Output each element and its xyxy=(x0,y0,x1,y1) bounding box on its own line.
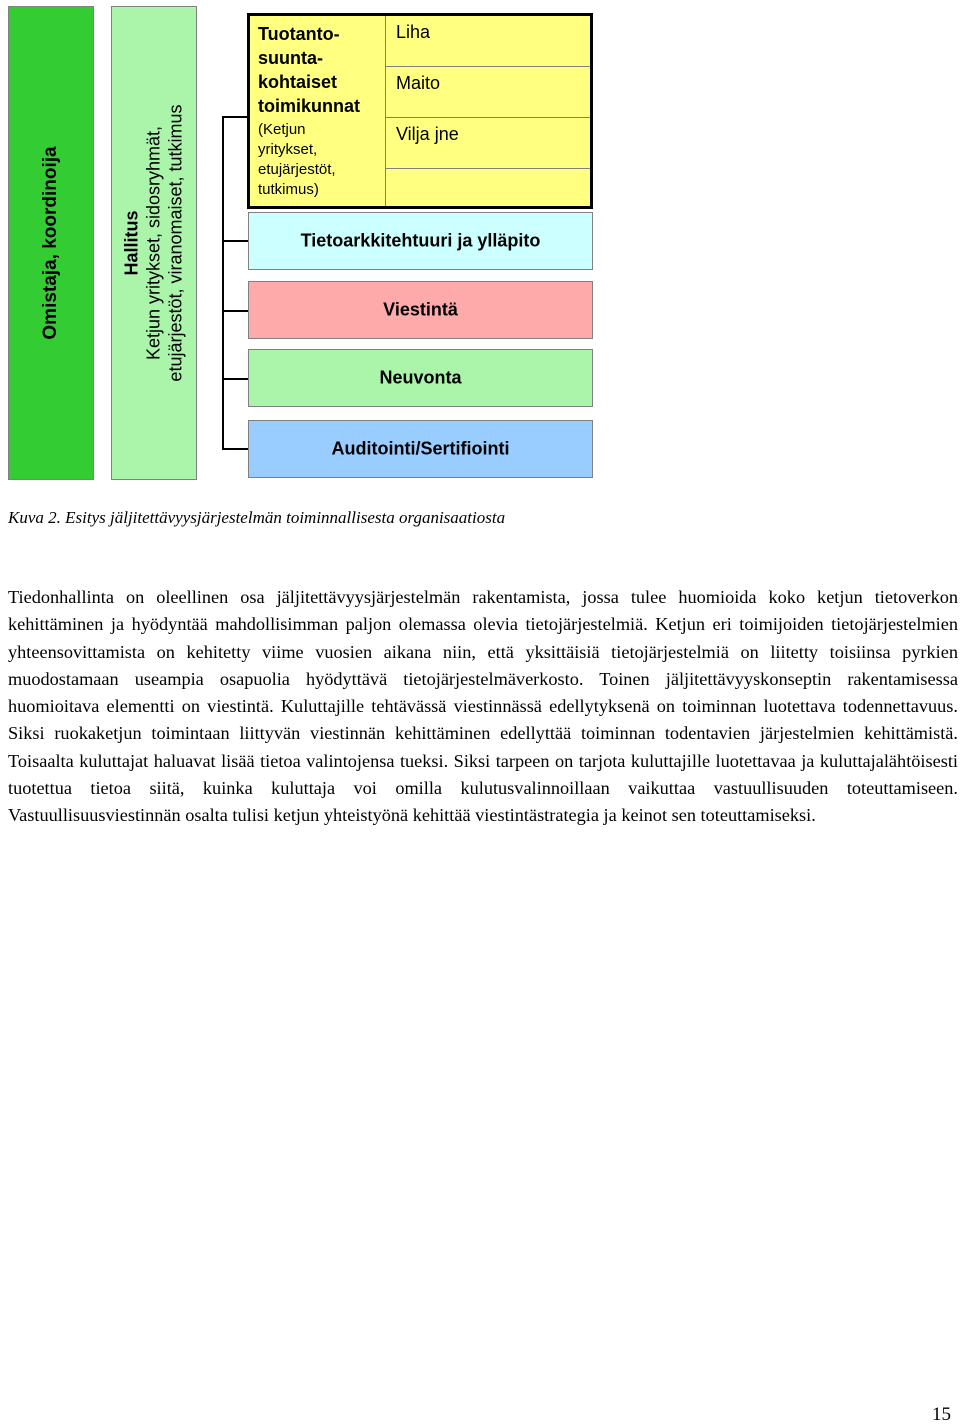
sector-committees-description xyxy=(250,16,386,206)
sector-list xyxy=(386,16,590,206)
sector-item: Maito xyxy=(386,67,590,118)
box-label: Tietoarkkitehtuuri ja ylläpito xyxy=(300,230,541,251)
box-communication xyxy=(248,281,593,339)
board-title: Hallitus xyxy=(121,210,142,276)
board-line2: etujärjestöt, viranomaiset, tutkimus xyxy=(165,104,186,382)
sector-committees-title: Tuotanto- suunta- kohtaiset toimikunnat xyxy=(258,24,360,116)
box-label: Viestintä xyxy=(383,299,458,320)
box-advisory xyxy=(248,349,593,407)
sector-committees-members: (Ketjun yritykset, etujärjestöt, tutkimus) xyxy=(258,121,336,198)
connector-branch xyxy=(222,116,248,118)
connector-vertical xyxy=(222,116,224,450)
sector-committees-box xyxy=(247,13,593,209)
board-column xyxy=(111,6,197,480)
connector-branch xyxy=(222,310,248,312)
sector-item: Liha xyxy=(386,16,590,67)
connector-branch xyxy=(222,378,248,380)
owner-label: Omistaja, koordinoija xyxy=(40,146,61,340)
owner-column xyxy=(8,6,94,480)
board-text xyxy=(122,104,187,381)
organization-diagram xyxy=(0,0,960,490)
page-number: 15 xyxy=(932,1404,951,1425)
box-label: Auditointi/Sertifiointi xyxy=(331,438,510,459)
connector-branch xyxy=(222,240,248,242)
board-line1: Ketjun yritykset, sidosryhmät, xyxy=(143,125,164,361)
box-information-architecture xyxy=(248,212,593,270)
connector-branch xyxy=(222,448,248,450)
sector-item: Vilja jne xyxy=(386,118,590,169)
figure-caption: Kuva 2. Esitys jäljitettävyysjärjestelmän toiminnallisesta organisaatiosta xyxy=(8,508,506,527)
box-label: Neuvonta xyxy=(379,367,462,388)
body-paragraph: Tiedonhallinta on oleellinen osa jäljitettävyysjärjestelmän rakentamista, jossa tulee huomioida koko ketjun tietoverkon kehittäminen ja hyödyntää mahdollisimman paljon olemassa olevia tietojärjestelmiä. Ketjun eri toimijoiden tietojärjestelmien yhteensovittamista on kehitetty viime vuosien aikana niin, että yksittäisiä tietojärjestelmiä on liitetty toisiinsa pyrkien muodostamaan useampia osapuolia hyödyttävä tietojärjestelmäverkosto. Toinen jäljitettävyyskonseptin rakentamisessa huomioitava elementti on viestintä. Kuluttajille tehtävässä viestinnässä edellytyksenä on toiminnan luotettava todennettavuus. Siksi ruokaketjun toimintaan liittyvän viestinnän kehittäminen edellyttää toiminnan todentavien järjestelmien kehittämistä. Toisaalta kuluttajat haluavat lisää tietoa valintojensa tueksi. Siksi tarpeen on tarjota kuluttajille luotettavaa ja kuluttajalähtöisesti tuotettua tietoa siitä, kuinka kuluttaja voi omilla kulutusvalinnoillaan vaikuttaa vastuullisuuden toteuttamiseen. Vastuullisuusviestinnän osalta tulisi ketjun yhteistyönä kehittää viestintästrategia ja keinot sen toteuttamiseksi. xyxy=(8,587,958,826)
box-auditing xyxy=(248,420,593,478)
